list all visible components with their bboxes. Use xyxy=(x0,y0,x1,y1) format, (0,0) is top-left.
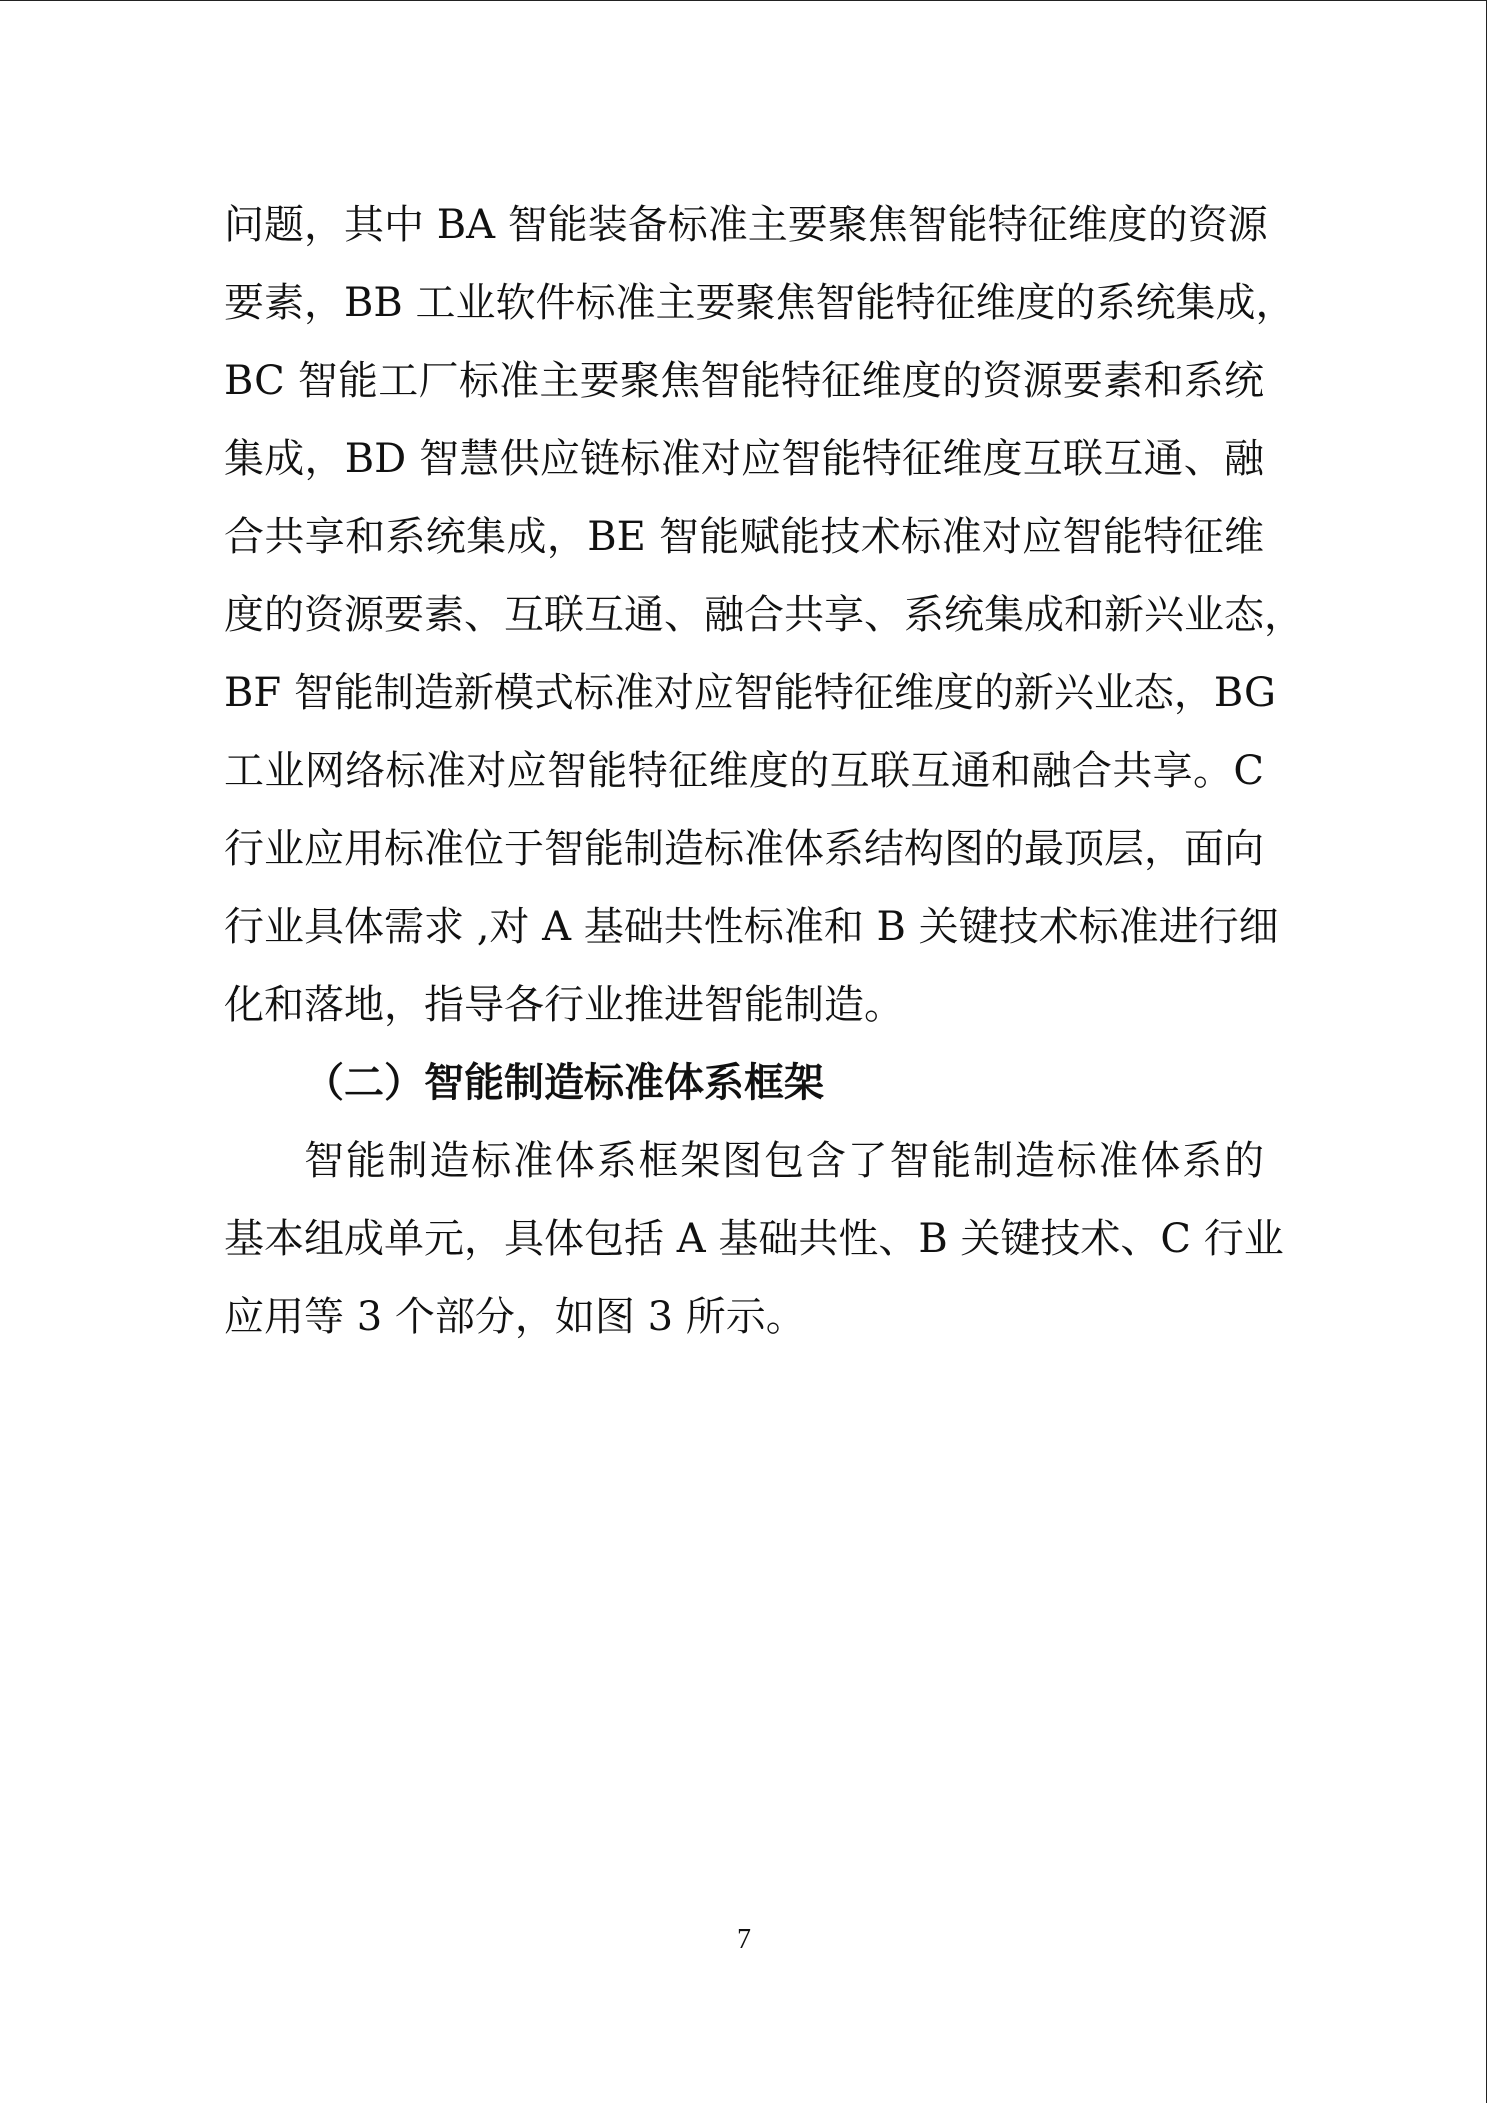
paragraph-2 xyxy=(224,1122,1284,1356)
text-line: BC 智能工厂标准主要聚焦智能特征维度的资源要素和系统 xyxy=(224,358,1264,404)
text-line: 应用等 3 个部分，如图 3 所示。 xyxy=(224,1294,806,1340)
text-line: 集成，BD 智慧供应链标准对应智能特征维度互联互通、融 xyxy=(224,436,1264,482)
text-line: 化和落地，指导各行业推进智能制造。 xyxy=(224,982,904,1028)
document-body xyxy=(224,186,1304,1356)
text-line: 工业网络标准对应智能特征维度的互联互通和融合共享。C xyxy=(224,748,1264,794)
text-line: 行业应用标准位于智能制造标准体系结构图的最顶层，面向 xyxy=(224,826,1264,872)
page-number: 7 xyxy=(737,1924,751,1955)
text-line: 合共享和系统集成，BE 智能赋能技术标准对应智能特征维 xyxy=(224,514,1264,560)
paragraph-1 xyxy=(224,186,1304,1044)
section-heading: （二）智能制造标准体系框架 xyxy=(304,1060,824,1106)
text-line: 要素，BB 工业软件标准主要聚焦智能特征维度的系统集成， xyxy=(224,280,1296,326)
text-line: 智能制造标准体系框架图包含了智能制造标准体系的 xyxy=(304,1138,1264,1184)
text-line: 问题，其中 BA 智能装备标准主要聚焦智能特征维度的资源 xyxy=(224,202,1268,248)
text-line: BF 智能制造新模式标准对应智能特征维度的新兴业态，BG xyxy=(224,670,1276,716)
text-line: 基本组成单元，具体包括 A 基础共性、B 关键技术、C 行业 xyxy=(224,1216,1284,1262)
text-line: 行业具体需求 ,对 A 基础共性标准和 B 关键技术标准进行细 xyxy=(224,904,1279,950)
text-line: 度的资源要素、互联互通、融合共享、系统集成和新兴业态， xyxy=(224,592,1304,638)
